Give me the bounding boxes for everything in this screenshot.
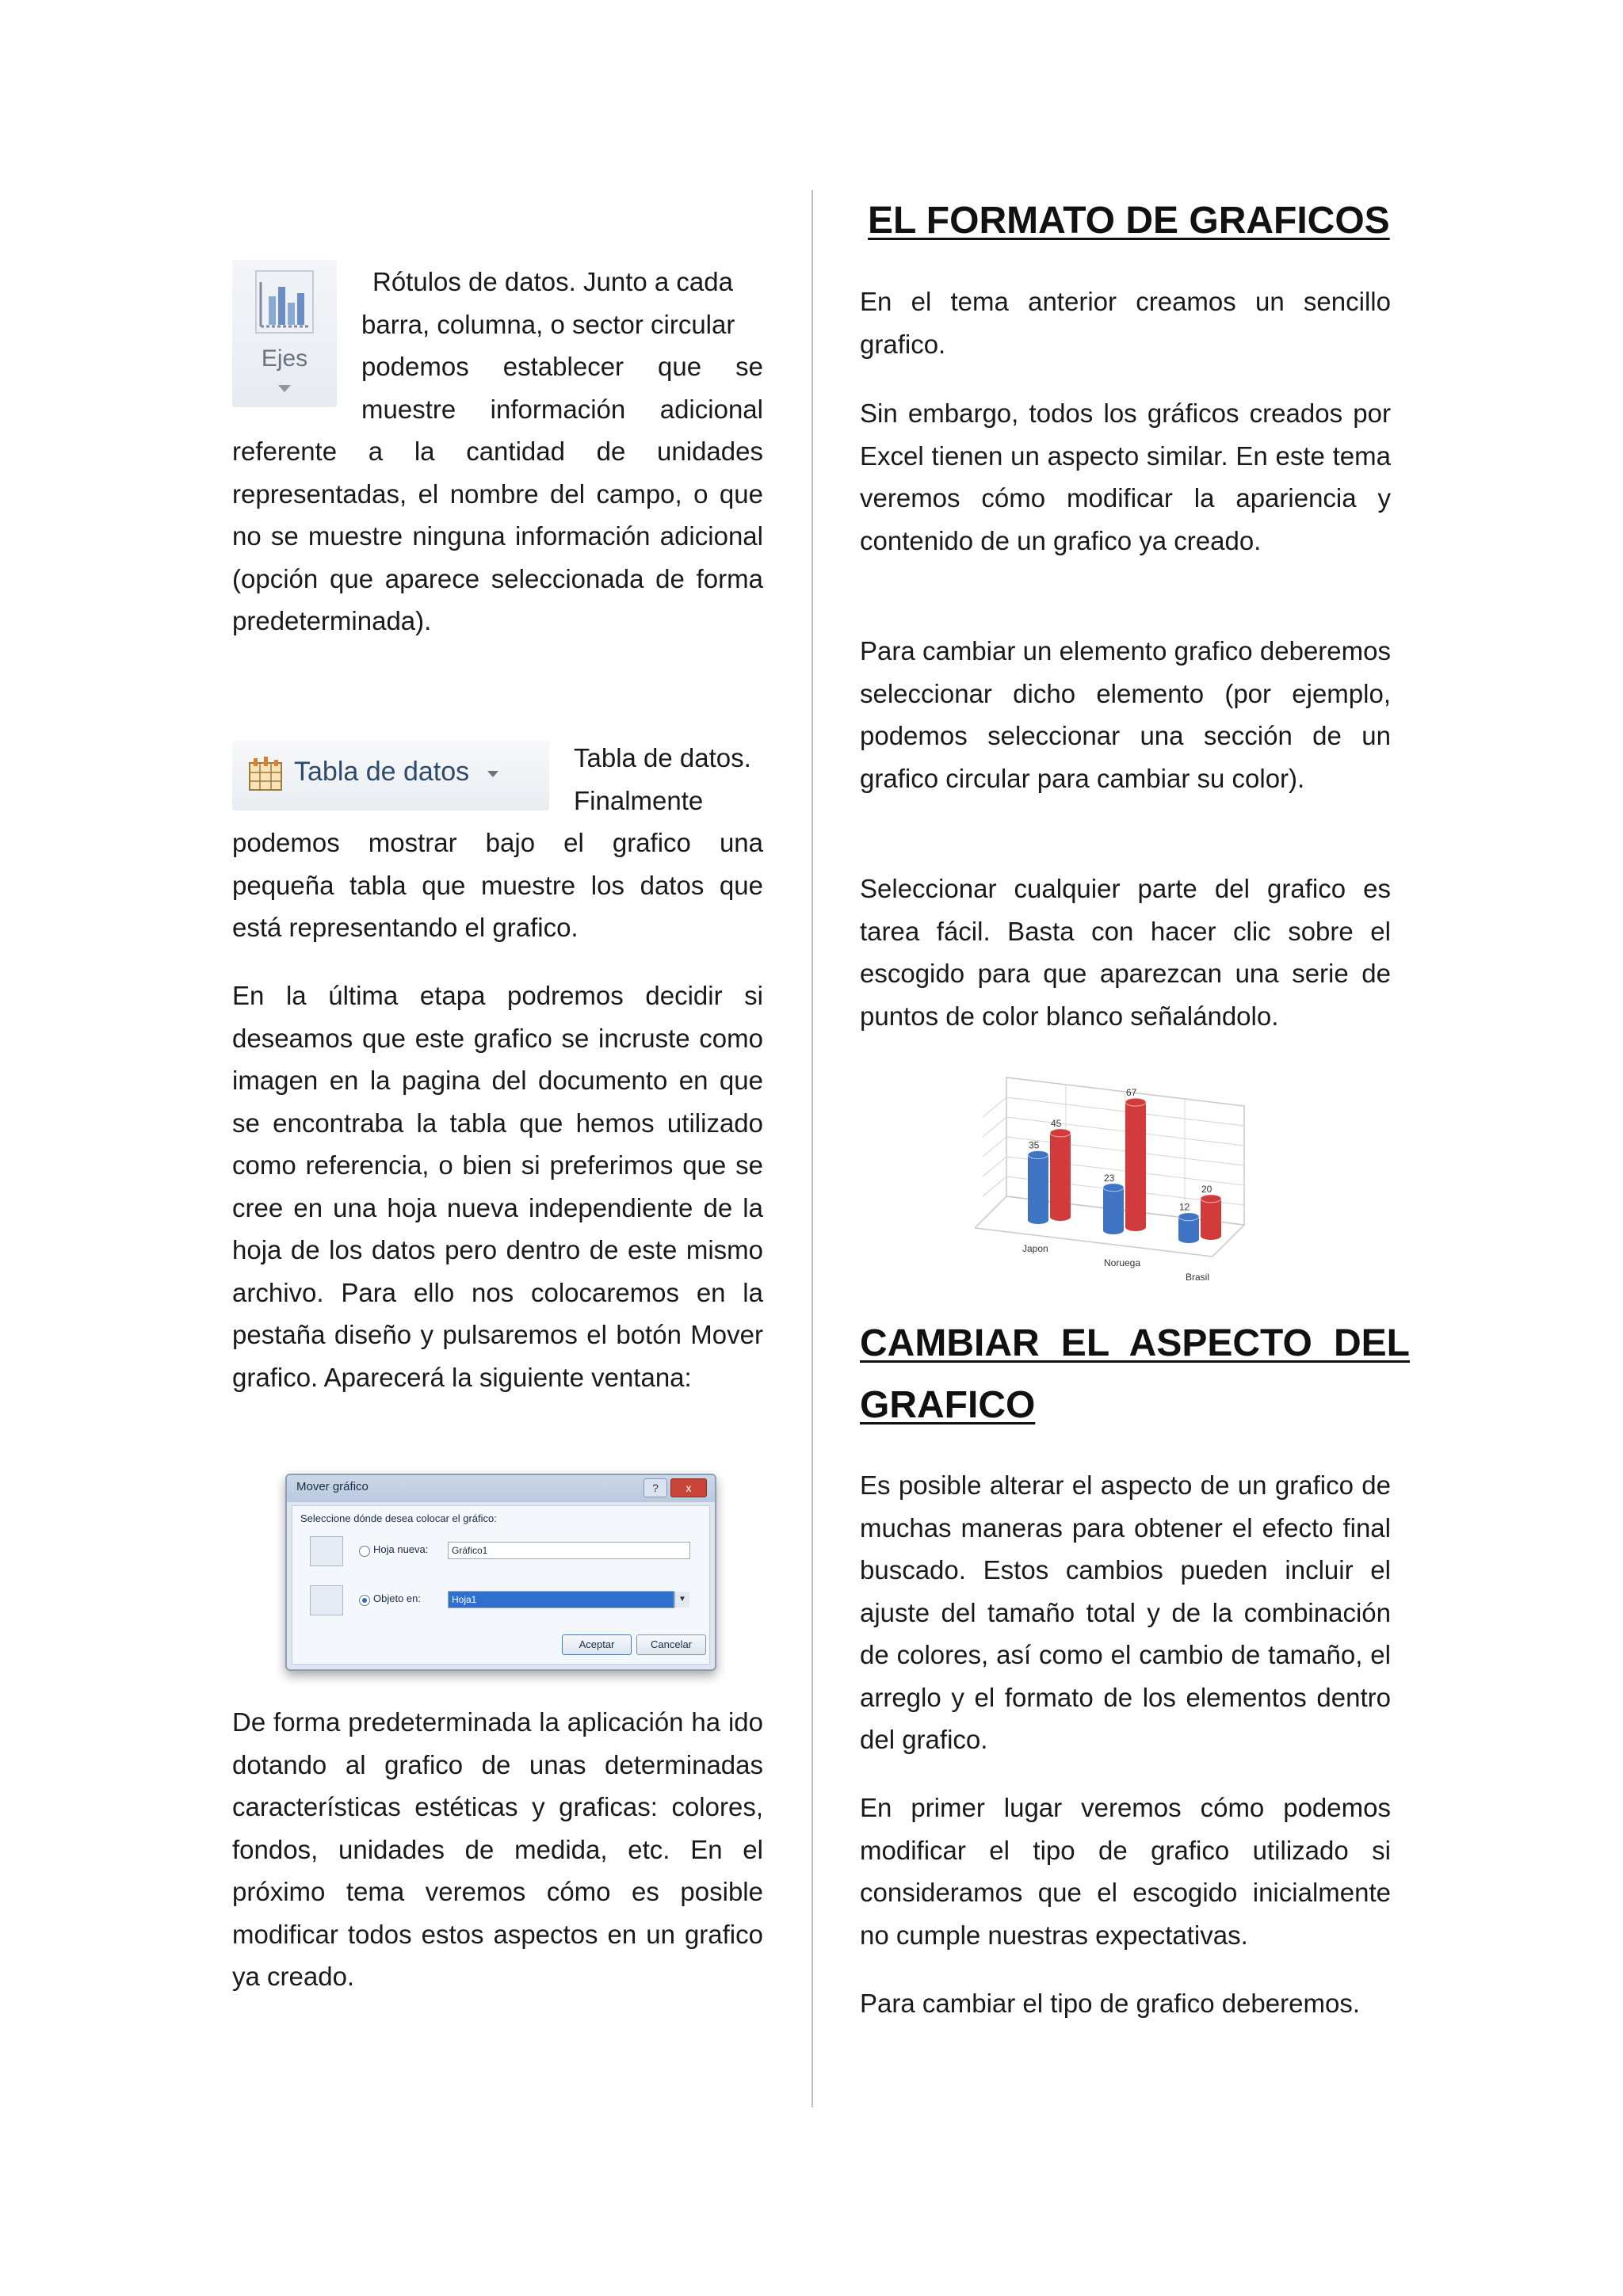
chart-bar-base — [1201, 1232, 1221, 1240]
aspecto-para-2: En primer lugar veremos cómo podemos modificar el tipo de grafico utilizado si consideramos que el escogido inicialmente no cumple nuestras expectativas. — [860, 1793, 1391, 1950]
help-icon[interactable]: ? — [643, 1478, 667, 1497]
formato-para-4: Seleccionar cualquier parte del grafico es tarea fácil. Basta con hacer clic sobre el escogido para que aparezcan una serie de puntos de color blanco señalándolo. — [860, 874, 1391, 1031]
formato-para-1: En el tema anterior creamos un sencillo grafico. — [860, 287, 1391, 359]
close-icon[interactable]: x — [670, 1478, 707, 1497]
ejes-label: Ejes — [261, 345, 308, 372]
chart-gridline — [983, 1137, 1006, 1157]
chart-bar-top — [1028, 1151, 1048, 1159]
chart-data-label: 20 — [1201, 1183, 1212, 1195]
chart-bar-top — [1201, 1195, 1221, 1203]
chevron-down-icon[interactable]: ▼ — [674, 1592, 689, 1608]
dialog-title: Mover gráfico — [296, 1480, 369, 1493]
rotulos-paragraph-rest: referente a la cantidad de unidades representadas, el nombre del campo, o que no se muestre ninguna información adicional (opción que aparece seleccionada de forma predeterminada). — [232, 437, 763, 635]
chart-bar — [1050, 1133, 1071, 1217]
chart-bar — [1103, 1188, 1124, 1230]
etapa-paragraph: En la última etapa podremos decidir si deseamos que este grafico se incruste como imagen en la pagina del documento en que se encontraba la tabla que hemos utilizado como referencia, o bien si preferimos que se cree en una hoja nueva independiente de la hoja de los datos pero dentro de este mismo archivo. Para ello nos colocaremos en la pestaña diseño y pulsaremos el botón Mover grafico. Aparecerá la siguiente ventana: — [232, 981, 763, 1392]
tabla-line-1: Tabla de datos. — [574, 743, 751, 772]
new-sheet-icon — [310, 1536, 343, 1566]
chart-bar-base — [1028, 1216, 1048, 1224]
hoja-nueva-label: Hoja nueva: — [373, 1543, 429, 1555]
chevron-down-icon — [487, 771, 498, 777]
chart-bar-top — [1050, 1129, 1071, 1137]
chevron-down-icon — [278, 385, 291, 392]
chart-category-label: Japon — [1022, 1243, 1048, 1254]
heading-formato-graficos: EL FORMATO DE GRAFICOS — [868, 200, 1390, 242]
object-icon — [310, 1585, 343, 1615]
tabla-line-2: Finalmente — [574, 785, 704, 815]
rotulos-line-2: barra, columna, o sector circular — [361, 309, 735, 339]
predeterminada-paragraph: De forma predeterminada la aplicación ha ido dotando al grafico de unas determinadas características estéticas y graficas: colores, fondos, unidades de medida, etc. En el próximo tema veremos cómo es posible modificar todos estos aspectos en un grafico ya creado. — [232, 1707, 763, 1991]
chart-bar-base — [1178, 1235, 1199, 1243]
tabla-de-datos-button — [232, 741, 549, 810]
objeto-en-select[interactable]: Hoja1 — [448, 1591, 674, 1608]
formato-para-2: Sin embargo, todos los gráficos creados por Excel tienen un aspecto similar. En este tema veremos cómo modificar la apariencia y contenido de un grafico ya creado. — [860, 399, 1391, 555]
chart-bar-base — [1103, 1226, 1124, 1234]
dialog-prompt: Seleccione dónde desea colocar el gráfico: — [300, 1512, 497, 1524]
ejes-icon — [232, 260, 337, 407]
dialog-titlebar — [287, 1475, 715, 1502]
aspecto-para-3: Para cambiar el tipo de grafico deberemos. — [860, 1989, 1360, 2018]
tabla-paragraph-rest: podemos mostrar bajo el grafico una pequeña tabla que muestre los datos que está representando el grafico. — [232, 828, 763, 942]
chart-data-label: 12 — [1179, 1201, 1190, 1213]
radio-objeto-en[interactable] — [359, 1595, 370, 1606]
chart-data-label: 67 — [1126, 1087, 1137, 1099]
tabla-button-label: Tabla de datos — [294, 757, 470, 787]
chart-bar — [1201, 1199, 1221, 1236]
chart-category-label: Brasil — [1186, 1272, 1210, 1283]
chart-data-label: 23 — [1104, 1172, 1115, 1184]
rotulos-line-1: Rótulos de datos. Junto a cada — [372, 267, 733, 296]
chart-bar-base — [1050, 1213, 1071, 1221]
aspecto-para-1: Es posible alterar el aspecto de un grafico de muchas maneras para obtener el efecto final buscado. Estos cambios pueden incluir el ajuste del tamaño total y de la combinación de colores, así como el cambio de tamaño, el arreglo y el formato de los elementos dentro del grafico. — [860, 1470, 1391, 1754]
chart-bar — [1125, 1102, 1146, 1227]
rotulos-indented — [361, 261, 763, 430]
hoja-nueva-input[interactable]: Gráfico1 — [448, 1542, 690, 1559]
chart-category-label: Noruega — [1104, 1257, 1141, 1268]
objeto-en-label: Objeto en: — [373, 1592, 421, 1604]
chart-bar — [1028, 1155, 1048, 1221]
cylinder-chart — [975, 1070, 1276, 1283]
chart-gridline — [983, 1157, 1006, 1177]
rotulos-line-4: muestre información adicional — [361, 394, 763, 424]
chart-data-label: 35 — [1029, 1139, 1040, 1151]
data-table-icon — [246, 757, 286, 796]
chart-bar-base — [1125, 1223, 1146, 1231]
aceptar-button[interactable]: Aceptar — [562, 1634, 632, 1655]
cancelar-button[interactable]: Cancelar — [636, 1634, 706, 1655]
chart-gridline — [983, 1177, 1006, 1196]
radio-hoja-nueva[interactable] — [359, 1546, 370, 1557]
heading-cambiar-aspecto: CAMBIAR EL ASPECTO DEL GRAFICO — [860, 1322, 1410, 1426]
chart-bar-top — [1178, 1213, 1199, 1221]
column-divider — [812, 190, 813, 2107]
chart-data-label: 45 — [1051, 1117, 1062, 1129]
chart-bar-top — [1125, 1098, 1146, 1106]
formato-para-3: Para cambiar un elemento grafico deberemos seleccionar dicho elemento (por ejemplo, podemos seleccionar una sección de un grafico circular para cambiar su color). — [860, 636, 1391, 793]
tabla-indented — [574, 737, 763, 822]
chart-gridline — [983, 1117, 1006, 1137]
chart-bar-top — [1103, 1184, 1124, 1192]
dialog-body — [292, 1505, 710, 1665]
rotulos-line-3: podemos establecer que se — [361, 352, 763, 381]
axis-chart-icon — [232, 263, 337, 342]
chart-gridline — [983, 1097, 1006, 1117]
mover-grafico-dialog — [285, 1474, 716, 1671]
